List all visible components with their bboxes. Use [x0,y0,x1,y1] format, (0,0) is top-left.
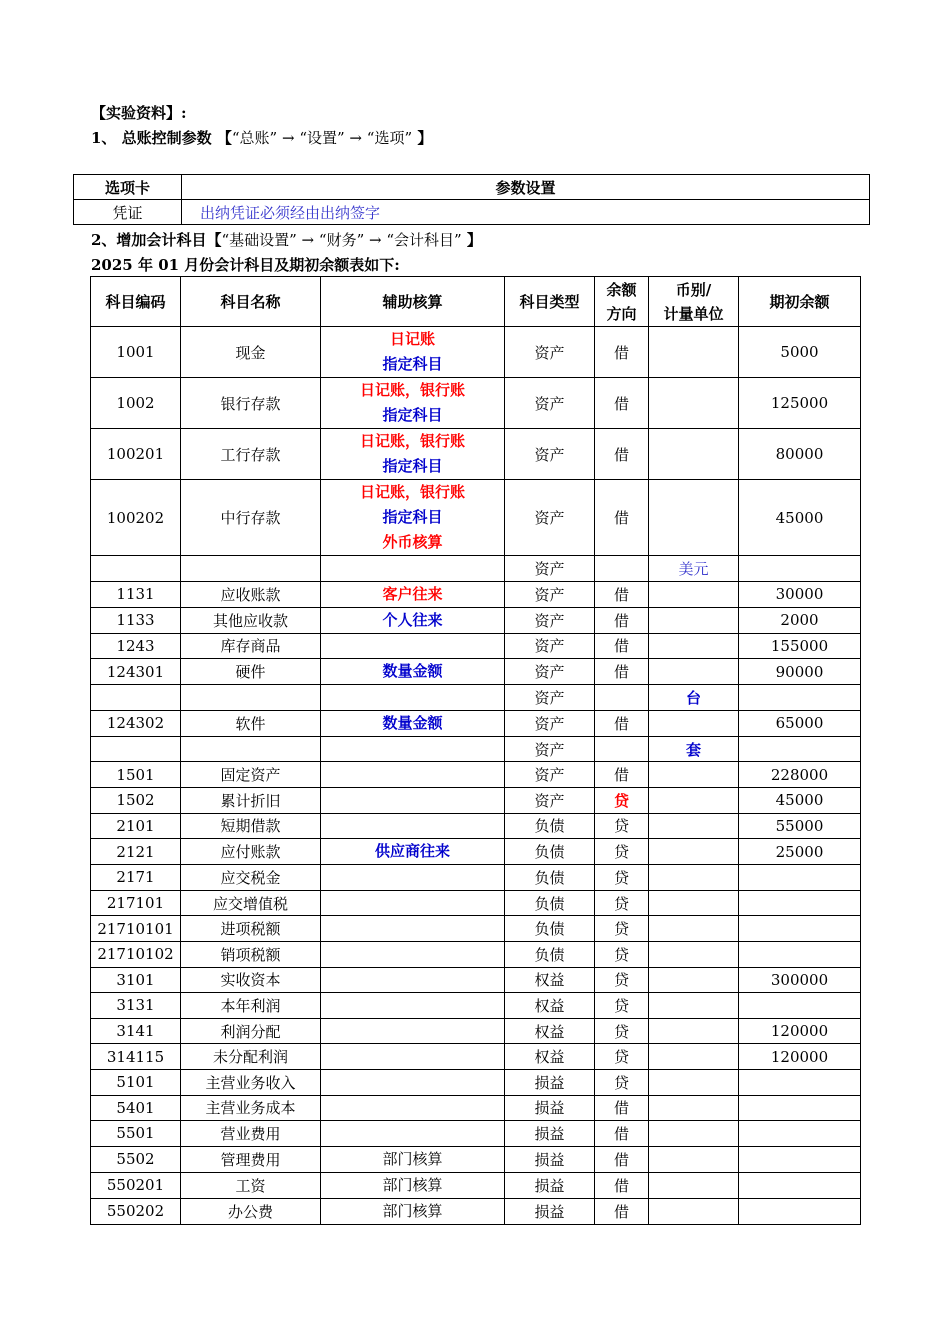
account-name-cell [181,736,321,762]
account-name-cell: 软件 [181,710,321,736]
currency-unit-cell [649,327,739,378]
currency-unit-cell: 套 [649,736,739,762]
table-row [91,813,861,839]
balance-direction-cell: 借 [595,378,649,429]
balance-direction-cell: 贷 [595,941,649,967]
aux-cell [321,1172,505,1198]
account-name-cell: 应收账款 [181,581,321,607]
table-row [91,1018,861,1044]
aux-tag: 部门核算 [382,1149,443,1168]
account-code-cell [91,556,181,582]
aux-cell [321,480,505,556]
section-2-path: “基础设置” → “财务” → “会计科目” [221,231,462,249]
table-row [91,1172,861,1198]
account-name-cell: 实收资本 [181,967,321,993]
opening-balance-cell: 80000 [739,429,861,480]
account-code-cell: 5502 [91,1146,181,1172]
balance-direction-cell: 贷 [595,787,649,813]
options-setting-cell: 出纳凭证必须经由出纳签字 [182,200,870,225]
aux-tag: 客户往来 [382,584,443,603]
opening-balance-cell [739,1146,861,1172]
account-type-cell: 资产 [505,736,595,762]
balance-direction-cell: 贷 [595,1044,649,1070]
table-row [91,967,861,993]
aux-tag: 供应商往来 [374,842,450,861]
aux-cell [321,1121,505,1147]
table-row [91,890,861,916]
aux-cell [321,993,505,1019]
aux-cell [321,556,505,582]
account-code-cell: 2171 [91,865,181,891]
section-1-title [91,127,432,148]
balance-direction-cell: 借 [595,1198,649,1224]
balance-direction-cell: 贷 [595,916,649,942]
balance-direction-cell: 借 [595,762,649,788]
account-type-cell: 资产 [505,378,595,429]
account-name-cell: 管理费用 [181,1146,321,1172]
currency-unit-cell [649,1044,739,1070]
account-code-cell: 1133 [91,607,181,633]
account-name-cell [181,685,321,711]
aux-tag: 日记账，银行账 [359,381,465,399]
account-name-cell: 工行存款 [181,429,321,480]
currency-unit-cell [649,378,739,429]
account-name-cell: 未分配利润 [181,1044,321,1070]
account-type-cell: 资产 [505,633,595,659]
table-row [91,736,861,762]
opening-balance-cell: 55000 [739,813,861,839]
aux-cell [321,633,505,659]
opening-balance-cell: 228000 [739,762,861,788]
opening-balance-cell: 30000 [739,581,861,607]
currency-unit-cell [649,865,739,891]
aux-cell [321,327,505,378]
aux-tag: 指定科目 [382,406,443,424]
balance-direction-cell: 借 [595,1095,649,1121]
aux-tag: 外币核算 [382,533,443,551]
account-type-cell: 资产 [505,480,595,556]
account-code-cell: 124302 [91,710,181,736]
currency-unit-cell [649,967,739,993]
table-row [91,1095,861,1121]
balance-direction-cell [595,556,649,582]
account-code-cell: 1502 [91,787,181,813]
account-code-cell: 5101 [91,1069,181,1095]
table-row [91,378,861,429]
account-type-cell: 资产 [505,581,595,607]
account-type-cell: 资产 [505,429,595,480]
account-name-cell: 进项税额 [181,916,321,942]
balance-direction-cell: 贷 [595,993,649,1019]
account-type-cell: 权益 [505,1018,595,1044]
table-row [91,993,861,1019]
section-heading: 【实验资料】: [91,104,187,122]
currency-unit-cell [649,429,739,480]
account-code-cell: 550201 [91,1172,181,1198]
table-row [91,556,861,582]
balance-direction-cell: 贷 [595,839,649,865]
account-code-cell: 1501 [91,762,181,788]
table-row [91,581,861,607]
header-code: 科目编码 [91,277,181,327]
currency-unit-cell [649,710,739,736]
currency-unit-cell [649,941,739,967]
table-row [91,607,861,633]
table-row [91,762,861,788]
account-type-cell: 资产 [505,710,595,736]
options-header-setting: 参数设置 [182,175,870,200]
opening-balance-cell [739,556,861,582]
aux-cell [321,967,505,993]
section-2-suffix: 】 [466,231,482,249]
currency-unit-cell [649,993,739,1019]
balance-direction-cell: 借 [595,327,649,378]
account-type-cell: 负债 [505,839,595,865]
section-1-prefix: 1、 总账控制参数 【 [91,129,232,147]
account-code-cell: 21710101 [91,916,181,942]
account-code-cell: 3141 [91,1018,181,1044]
balance-direction-cell: 贷 [595,890,649,916]
aux-cell [321,1095,505,1121]
currency-unit-cell [649,1121,739,1147]
table-row [91,916,861,942]
opening-balance-cell [739,685,861,711]
currency-unit-cell [649,916,739,942]
account-code-cell [91,685,181,711]
opening-balance-cell [739,1172,861,1198]
opening-balance-cell: 45000 [739,480,861,556]
aux-cell [321,710,505,736]
account-type-cell: 资产 [505,556,595,582]
aux-tag: 部门核算 [382,1175,443,1194]
account-code-cell [91,736,181,762]
options-header-tab: 选项卡 [74,175,182,200]
opening-balance-cell: 25000 [739,839,861,865]
account-name-cell: 工资 [181,1172,321,1198]
aux-cell [321,607,505,633]
account-type-cell: 资产 [505,659,595,685]
header-aux: 辅助核算 [321,277,505,327]
header-direction [595,277,649,327]
header-name: 科目名称 [181,277,321,327]
account-code-cell: 217101 [91,890,181,916]
options-tab-cell: 凭证 [74,200,182,225]
account-type-cell: 权益 [505,967,595,993]
table-row [91,1069,861,1095]
opening-balance-cell [739,890,861,916]
currency-unit-cell [649,480,739,556]
balance-direction-cell: 贷 [595,967,649,993]
opening-balance-cell: 45000 [739,787,861,813]
account-name-cell: 固定资产 [181,762,321,788]
currency-unit-cell [649,787,739,813]
aux-tag: 指定科目 [382,508,443,526]
table-row [91,685,861,711]
accounts-table-header [91,277,861,327]
account-type-cell: 损益 [505,1121,595,1147]
currency-unit-cell [649,1095,739,1121]
account-name-cell: 应付账款 [181,839,321,865]
account-name-cell: 应交增值税 [181,890,321,916]
balance-direction-cell [595,736,649,762]
section-2-title [91,229,482,250]
table-row [91,941,861,967]
currency-unit-cell [649,581,739,607]
account-type-cell: 资产 [505,327,595,378]
currency-unit-cell [649,1198,739,1224]
account-type-cell: 负债 [505,941,595,967]
opening-balance-cell [739,941,861,967]
account-code-cell: 5501 [91,1121,181,1147]
aux-tag: 日记账，银行账 [359,483,465,501]
balance-direction-cell: 贷 [595,1018,649,1044]
account-name-cell: 营业费用 [181,1121,321,1147]
account-name-cell: 短期借款 [181,813,321,839]
aux-cell [321,736,505,762]
aux-cell [321,581,505,607]
opening-balance-cell: 65000 [739,710,861,736]
currency-unit-cell: 美元 [649,556,739,582]
account-name-cell: 本年利润 [181,993,321,1019]
account-type-cell: 资产 [505,787,595,813]
account-code-cell: 1243 [91,633,181,659]
account-type-cell: 损益 [505,1146,595,1172]
account-code-cell: 1001 [91,327,181,378]
aux-tag: 日记账，银行账 [359,432,465,450]
options-table [73,174,870,225]
opening-balance-cell [739,865,861,891]
account-type-cell: 资产 [505,685,595,711]
account-name-cell: 销项税额 [181,941,321,967]
section-1-path: “总账” → “设置” → “选项” [231,129,413,147]
table-row [91,1146,861,1172]
balance-direction-cell [595,685,649,711]
balance-direction-cell: 借 [595,607,649,633]
currency-unit-cell [649,1069,739,1095]
currency-unit-cell [649,1146,739,1172]
balance-direction-cell: 借 [595,581,649,607]
balance-direction-cell: 借 [595,659,649,685]
opening-balance-cell: 300000 [739,967,861,993]
account-code-cell: 1131 [91,581,181,607]
aux-cell [321,1146,505,1172]
aux-cell [321,429,505,480]
currency-unit-cell [649,607,739,633]
account-code-cell: 100201 [91,429,181,480]
account-name-cell: 主营业务收入 [181,1069,321,1095]
opening-balance-cell: 125000 [739,378,861,429]
account-type-cell: 损益 [505,1095,595,1121]
account-name-cell: 银行存款 [181,378,321,429]
header-direction-line1: 余额 [606,280,637,299]
account-name-cell: 累计折旧 [181,787,321,813]
currency-unit-cell: 台 [649,685,739,711]
table-row [91,327,861,378]
currency-unit-cell [649,1018,739,1044]
aux-cell [321,813,505,839]
account-type-cell: 负债 [505,890,595,916]
account-name-cell: 办公费 [181,1198,321,1224]
opening-balance-cell: 155000 [739,633,861,659]
aux-cell [321,941,505,967]
header-currency [649,277,739,327]
options-table-row [74,200,870,225]
balance-direction-cell: 借 [595,710,649,736]
account-type-cell: 损益 [505,1198,595,1224]
table-title: 2025 年 01 月份会计科目及期初余额表如下: [91,256,400,274]
aux-cell [321,659,505,685]
opening-balance-cell [739,1121,861,1147]
table-row [91,1198,861,1224]
aux-cell [321,1198,505,1224]
table-row [91,480,861,556]
currency-unit-cell [649,1172,739,1198]
account-code-cell: 21710102 [91,941,181,967]
currency-unit-cell [649,890,739,916]
header-currency-line1: 币别/ [675,280,712,299]
account-name-cell: 应交税金 [181,865,321,891]
opening-balance-cell [739,916,861,942]
aux-cell [321,787,505,813]
aux-cell [321,1069,505,1095]
balance-direction-cell: 借 [595,429,649,480]
currency-unit-cell [649,633,739,659]
account-type-cell: 资产 [505,762,595,788]
accounts-table [90,276,861,1225]
header-direction-line2: 方向 [606,304,637,323]
table-row [91,1044,861,1070]
table-row [91,865,861,891]
account-type-cell: 资产 [505,607,595,633]
account-type-cell: 负债 [505,865,595,891]
options-table-header [74,175,870,200]
aux-tag: 数量金额 [382,713,443,732]
opening-balance-cell [739,736,861,762]
balance-direction-cell: 借 [595,1146,649,1172]
opening-balance-cell: 90000 [739,659,861,685]
account-code-cell: 2121 [91,839,181,865]
aux-cell [321,378,505,429]
account-name-cell: 其他应收款 [181,607,321,633]
aux-cell [321,762,505,788]
opening-balance-cell [739,1198,861,1224]
account-type-cell: 负债 [505,916,595,942]
balance-direction-cell: 借 [595,480,649,556]
table-row [91,710,861,736]
opening-balance-cell: 120000 [739,1044,861,1070]
account-name-cell [181,556,321,582]
aux-cell [321,865,505,891]
section-2-prefix: 2、增加会计科目【 [91,231,222,249]
account-name-cell: 利润分配 [181,1018,321,1044]
account-code-cell: 3101 [91,967,181,993]
account-code-cell: 2101 [91,813,181,839]
table-row [91,1121,861,1147]
account-name-cell: 库存商品 [181,633,321,659]
account-code-cell: 100202 [91,480,181,556]
balance-direction-cell: 贷 [595,1069,649,1095]
account-type-cell: 损益 [505,1069,595,1095]
account-name-cell: 现金 [181,327,321,378]
balance-direction-cell: 借 [595,633,649,659]
account-code-cell: 550202 [91,1198,181,1224]
balance-direction-cell: 贷 [595,813,649,839]
account-type-cell: 权益 [505,1044,595,1070]
balance-direction-cell: 借 [595,1121,649,1147]
account-type-cell: 权益 [505,993,595,1019]
section-1-suffix: 】 [417,129,433,147]
aux-tag: 指定科目 [382,457,443,475]
aux-tag: 部门核算 [382,1201,443,1220]
table-row [91,659,861,685]
account-code-cell: 314115 [91,1044,181,1070]
account-type-cell: 负债 [505,813,595,839]
opening-balance-cell: 5000 [739,327,861,378]
aux-cell [321,890,505,916]
header-type: 科目类型 [505,277,595,327]
account-name-cell: 中行存款 [181,480,321,556]
balance-direction-cell: 贷 [595,865,649,891]
aux-cell [321,685,505,711]
header-currency-line2: 计量单位 [663,304,724,323]
currency-unit-cell [649,659,739,685]
currency-unit-cell [649,813,739,839]
account-code-cell: 5401 [91,1095,181,1121]
table-row [91,839,861,865]
aux-cell [321,916,505,942]
aux-cell [321,1044,505,1070]
opening-balance-cell: 2000 [739,607,861,633]
aux-cell [321,1018,505,1044]
opening-balance-cell [739,1069,861,1095]
table-row [91,633,861,659]
table-row [91,787,861,813]
header-balance: 期初余额 [739,277,861,327]
account-code-cell: 3131 [91,993,181,1019]
currency-unit-cell [649,839,739,865]
currency-unit-cell [649,762,739,788]
opening-balance-cell: 120000 [739,1018,861,1044]
account-name-cell: 主营业务成本 [181,1095,321,1121]
aux-tag: 个人往来 [382,610,443,629]
aux-tag: 指定科目 [382,355,443,373]
aux-cell [321,839,505,865]
aux-tag: 数量金额 [382,662,443,681]
account-type-cell: 损益 [505,1172,595,1198]
account-name-cell: 硬件 [181,659,321,685]
table-row [91,429,861,480]
aux-tag: 日记账 [389,330,435,348]
balance-direction-cell: 借 [595,1172,649,1198]
account-code-cell: 124301 [91,659,181,685]
account-code-cell: 1002 [91,378,181,429]
opening-balance-cell [739,1095,861,1121]
opening-balance-cell [739,993,861,1019]
